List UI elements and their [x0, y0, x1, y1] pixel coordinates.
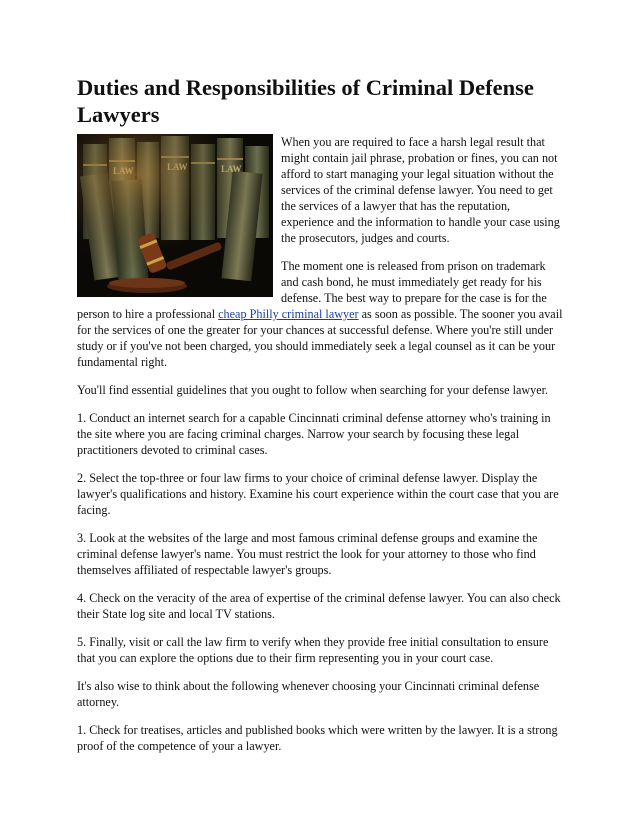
paragraph-text: The moment one is released from prison on trademark and cash bond, he must immediately get ready for his defense. The best way to prepare for the case is for the person to hire a professional [77, 259, 547, 321]
law-books-gavel-image [77, 134, 273, 297]
paragraph: 1. Check for treatises, articles and published books which were written by the lawyer. It is a strong proof of the competence of your a lawyer. [77, 723, 558, 753]
paragraph: 5. Finally, visit or call the law firm to verify when they provide free initial consultation to ensure that you can explore the options due to their firm representing you in your court case. [77, 635, 549, 665]
paragraph-text: as soon as possible. The sooner you avail for the services of one the greater for your chances at successful defense. Where you're still under study or if you've not been charged, you should immediately seek a legal counsel as it can be your fundamental right. [77, 307, 563, 369]
document-page [77, 74, 564, 766]
law-books-illustration [77, 134, 273, 297]
paragraph: It's also wise to think about the following whenever choosing your Cincinnati criminal defense attorney. [77, 679, 540, 709]
article-title: Duties and Responsibilities of Criminal Defense Lawyers [77, 75, 534, 127]
cheap-philly-lawyer-link[interactable]: cheap Philly criminal lawyer [218, 307, 359, 321]
paragraph: You'll find essential guidelines that you ought to follow when searching for your defense lawyer. [77, 383, 549, 397]
paragraph: 4. Check on the veracity of the area of expertise of the criminal defense lawyer. You can also check their State log site and local TV stations. [77, 591, 561, 621]
paragraph: 2. Select the top-three or four law firms to your choice of criminal defense lawyer. Display the lawyer's qualifications and history. Examine his court experience within the court case that you are facing. [77, 471, 559, 517]
paragraph: 1. Conduct an internet search for a capable Cincinnati criminal defense attorney who's training in the site where you are facing criminal charges. Narrow your search by focusing these legal practitioners devoted to criminal cases. [77, 411, 551, 457]
paragraph: When you are required to face a harsh legal result that might contain jail phrase, probation or fines, you can not afford to start managing your legal situation without the services of the criminal defense lawyer. You need to get the services of a lawyer that has the reputation, experience and the information to handle your case using the prosecutors, judges and courts. [281, 135, 560, 245]
paragraph: 3. Look at the websites of the large and most famous criminal defense groups and examine the criminal defense lawyer's name. You must restrict the look for your attorney to those who find themselves affiliated of respectable lawyer's groups. [77, 531, 538, 577]
